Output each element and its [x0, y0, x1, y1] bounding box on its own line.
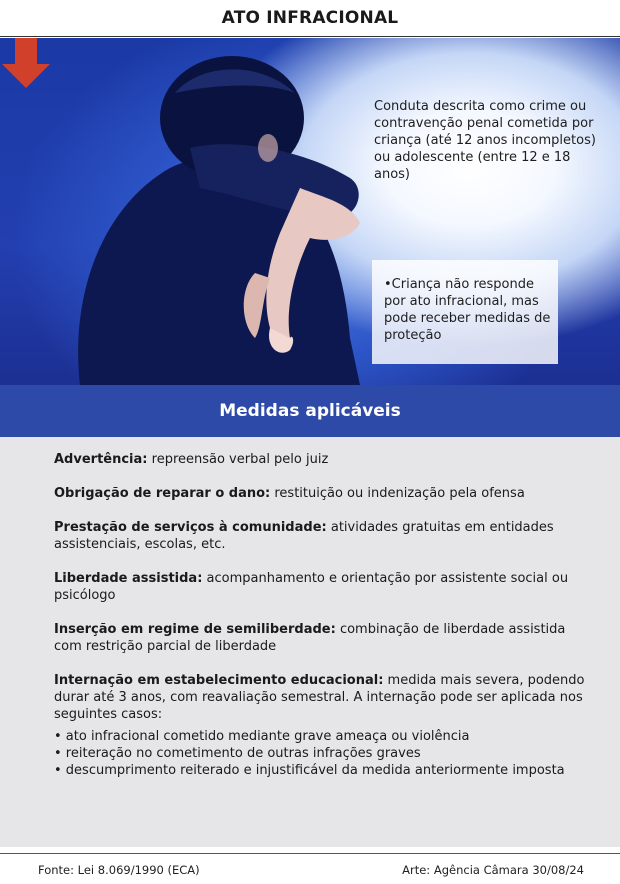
measure-term: Advertência:	[54, 452, 148, 467]
footer	[0, 853, 620, 884]
arrow-down-icon	[0, 38, 52, 90]
measure-advertencia	[54, 451, 590, 468]
page-title: ATO INFRACIONAL	[0, 0, 620, 37]
section-title: Medidas aplicáveis	[0, 385, 620, 437]
case-item: • ato infracional cometido mediante grave ameaça ou violência	[54, 729, 470, 744]
measure-desc: repreensão verbal pelo juiz	[147, 452, 329, 467]
measure-liberdade-assistida	[54, 570, 590, 604]
case-item: • descumprimento reiterado e injustificável da medida anteriormente imposta	[54, 763, 565, 778]
note-box	[372, 260, 558, 364]
measure-desc: restituição ou indenização pela ofensa	[270, 486, 525, 501]
measure-semiliberdade	[54, 621, 590, 655]
measure-desc: medida mais severa, podendo durar até 3 anos, com reavaliação semestral. A internação pode ser aplicada nos seguintes casos:	[54, 673, 585, 722]
source-text: Fonte: Lei 8.069/1990 (ECA)	[38, 863, 200, 877]
measure-servicos-comunidade	[54, 519, 590, 553]
measure-term: Obrigação de reparar o dano:	[54, 486, 271, 501]
measure-term: Internação em estabelecimento educacional:	[54, 673, 384, 688]
measure-term: Liberdade assistida:	[54, 571, 203, 586]
definition-text: Conduta descrita como crime ou contravenção penal cometida por criança (até 12 anos incompletos) ou adolescente (entre 12 e 18 anos)	[374, 99, 596, 182]
measure-term: Inserção em regime de semiliberdade:	[54, 622, 336, 637]
note-text: •Criança não responde por ato infracional, mas pode receber medidas de proteção	[384, 277, 551, 343]
measure-desc: combinação de liberdade assistida com restrição parcial de liberdade	[54, 622, 566, 654]
measure-term: Prestação de serviços à comunidade:	[54, 520, 327, 535]
case-item: • reiteração no cometimento de outras infrações graves	[54, 746, 421, 761]
hero-photo	[0, 38, 620, 385]
internacao-cases	[54, 728, 590, 779]
measure-reparar-dano	[54, 485, 590, 502]
measures-list	[0, 437, 620, 847]
credit-text: Arte: Agência Câmara 30/08/24	[402, 863, 584, 877]
measure-internacao	[54, 672, 590, 723]
measure-desc: atividades gratuitas em entidades assistenciais, escolas, etc.	[54, 520, 554, 552]
measure-desc: acompanhamento e orientação por assistente social ou psicólogo	[54, 571, 569, 603]
